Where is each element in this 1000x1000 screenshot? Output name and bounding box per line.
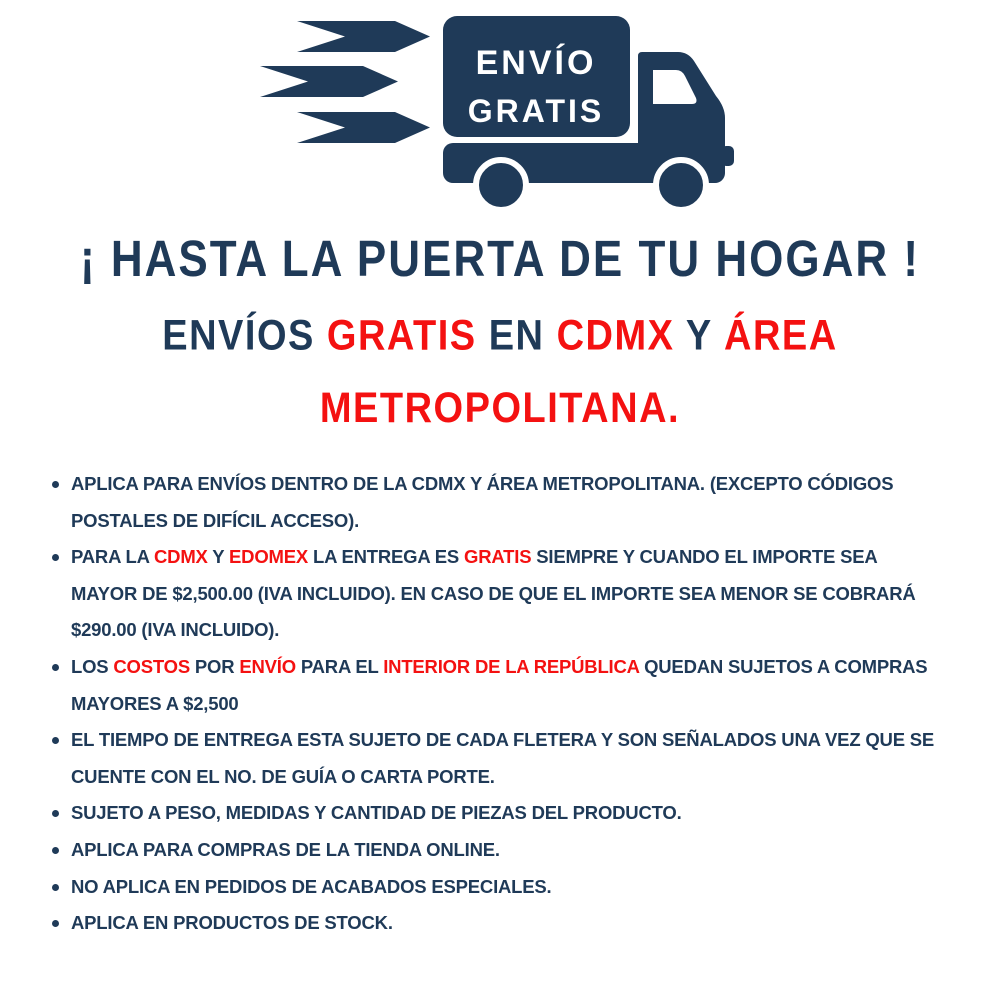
text-run: APLICA EN PRODUCTOS DE STOCK. bbox=[71, 912, 393, 934]
text-run: COSTOS bbox=[113, 655, 190, 677]
text-run: SIEMPRE Y CUANDO EL IMPORTE SEA MAYOR DE $2,500.00 (IVA INCLUIDO). EN CASO DE QUE EL IMPORTE SEA MENOR SE COBRARÁ $290.00 (IVA INCLUIDO). bbox=[71, 546, 916, 641]
shipping-term-item bbox=[52, 539, 947, 649]
shipping-term-item bbox=[52, 869, 947, 906]
shipping-term-item bbox=[52, 649, 947, 722]
truck-rear-wheel-icon bbox=[476, 160, 526, 210]
text-run: POR bbox=[189, 655, 240, 677]
speed-arrow-top-icon bbox=[297, 21, 430, 52]
text-run: LA ENTREGA ES bbox=[308, 546, 465, 568]
text-run: APLICA PARA ENVÍOS DENTRO DE LA CDMX Y ÁREA METROPOLITANA. (EXCEPTO CÓDIGOS POSTALES DE DIFÍCIL ACCESO). bbox=[71, 473, 894, 531]
speed-arrow-bottom-icon bbox=[297, 112, 430, 143]
truck-graphic bbox=[250, 8, 750, 220]
speed-arrow-middle-icon bbox=[260, 66, 398, 97]
shipping-terms-list bbox=[52, 466, 947, 942]
text-run: ENVÍO bbox=[239, 655, 296, 677]
text-run: PARA EL bbox=[295, 655, 384, 677]
text-run: Y bbox=[207, 546, 230, 568]
text-run: PARA LA bbox=[71, 546, 155, 568]
shipping-term-item bbox=[52, 722, 947, 795]
text-run: EDOMEX bbox=[229, 546, 309, 568]
truck-front-wheel-icon bbox=[656, 160, 706, 210]
delivery-truck-icon bbox=[250, 8, 750, 220]
shipping-term-item bbox=[52, 905, 947, 942]
subheadline bbox=[0, 308, 1000, 454]
shipping-term-item bbox=[52, 466, 947, 539]
text-run: SUJETO A PESO, MEDIDAS Y CANTIDAD DE PIEZAS DEL PRODUCTO. bbox=[71, 802, 682, 824]
text-run: ÁREA bbox=[724, 312, 838, 360]
speed-arrows-icon bbox=[260, 21, 430, 143]
text-run: GRATIS bbox=[326, 312, 477, 360]
text-run: APLICA PARA COMPRAS DE LA TIENDA ONLINE. bbox=[71, 838, 500, 860]
text-run: LOS bbox=[71, 655, 114, 677]
text-run: INTERIOR DE LA REPÚBLICA bbox=[383, 655, 640, 677]
text-run: GRATIS bbox=[464, 546, 532, 568]
text-run: QUEDAN SUJETOS A COMPRAS MAYORES A $2,500 bbox=[71, 655, 928, 714]
text-run: EN bbox=[476, 312, 557, 360]
shipping-term-item bbox=[52, 832, 947, 869]
text-run: CDMX bbox=[556, 312, 675, 360]
shipping-term-item bbox=[52, 795, 947, 832]
subheadline-line2 bbox=[0, 381, 1000, 437]
text-run: METROPOLITANA. bbox=[319, 385, 681, 433]
truck-box-text-line2: GRATIS bbox=[467, 93, 605, 129]
text-run: Y bbox=[674, 312, 725, 360]
truck-box-text-line1: ENVÍO bbox=[475, 44, 597, 82]
text-run: ENVÍOS bbox=[162, 312, 327, 360]
text-run: CDMX bbox=[154, 546, 208, 568]
headline: ¡ HASTA LA PUERTA DE TU HOGAR ! bbox=[79, 231, 921, 288]
subheadline-line1 bbox=[0, 308, 1000, 364]
text-run: NO APLICA EN PEDIDOS DE ACABADOS ESPECIALES. bbox=[71, 875, 552, 897]
text-run: EL TIEMPO DE ENTREGA ESTA SUJETO DE CADA FLETERA Y SON SEÑALADOS UNA VEZ QUE SE CUENTE CON EL NO. DE GUÍA O CARTA PORTE. bbox=[71, 729, 935, 787]
